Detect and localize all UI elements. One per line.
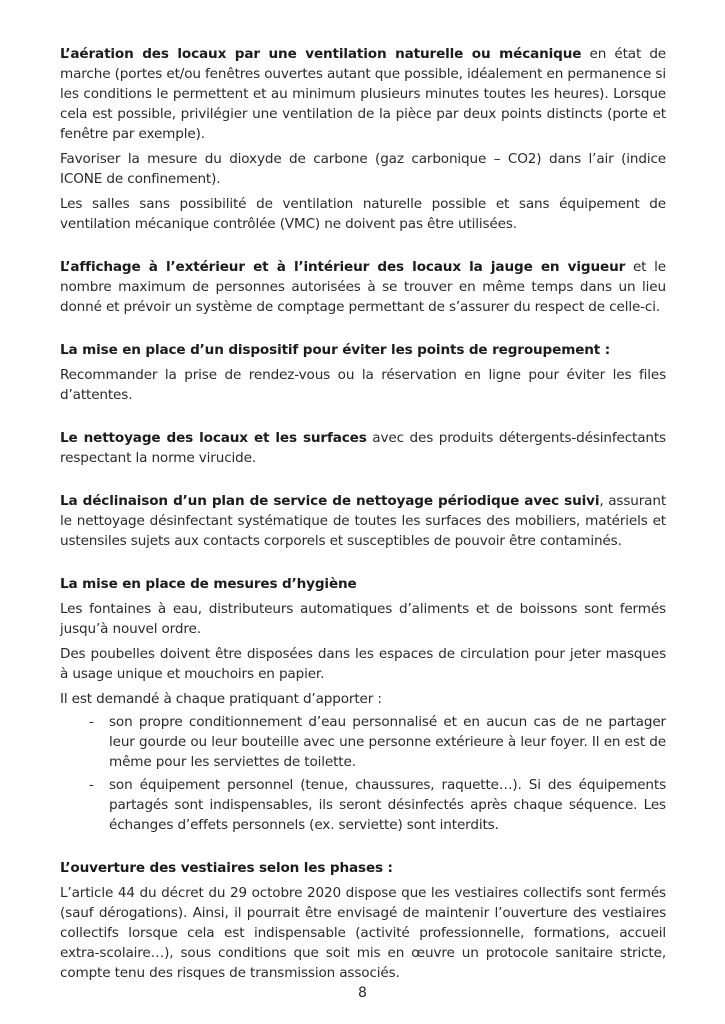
bullet-list [60, 712, 666, 835]
bold-lead: La déclinaison d’un plan de service de nettoyage périodique avec suivi [60, 493, 600, 509]
paragraph [60, 491, 666, 551]
paragraph: L’article 44 du décret du 29 octobre 2020 dispose que les vestiaires collectifs sont fermés (sauf dérogations). Ainsi, il pourrait être envisagé de maintenir l’ouverture des vestiaires collectifs lorsque cela est indispensable (activité professionnelle, formations, accueil extra-scolaire…), sous conditions que soit mis en œuvre un protocole sanitaire stricte, compte tenu des risques de transmission associés. [60, 885, 666, 981]
paragraph: Il est demandé à chaque pratiquant d’apporter : [60, 691, 382, 707]
bold-lead: Le nettoyage des locaux et les surfaces [60, 430, 367, 446]
paragraph-text: avec des produits détergents-désinfectants respectant la norme virucide. [60, 430, 666, 466]
page-content [60, 44, 666, 983]
section-affichage [60, 257, 666, 317]
paragraph: Des poubelles doivent être disposées dans les espaces de circulation pour jeter masques à usage unique et mouchoirs en papier. [60, 646, 666, 682]
bullet-dash: - [89, 714, 94, 730]
paragraph: Les salles sans possibilité de ventilation naturelle possible et sans équipement de ventilation mécanique contrôlée (VMC) ne doivent pas être utilisées. [60, 196, 666, 232]
paragraph [60, 257, 666, 317]
section-heading: La mise en place de mesures d’hygiène [60, 576, 357, 592]
bold-lead: L’affichage à l’extérieur et à l’intérieur des locaux la jauge en vigueur [60, 259, 626, 275]
bullet-dash: - [89, 777, 94, 793]
paragraph: Les fontaines à eau, distributeurs automatiques d’aliments et de boissons sont fermés jusqu’à nouvel ordre. [60, 601, 666, 637]
section-heading: La mise en place d’un dispositif pour éviter les points de regroupement : [60, 342, 611, 358]
list-item [60, 775, 666, 835]
list-item-text: son propre conditionnement d’eau personnalisé et en aucun cas de ne partager leur gourde ou leur bouteille avec une personne extérieure à leur foyer. Il en est de même pour les serviettes de toilette. [109, 714, 666, 770]
list-item [60, 712, 666, 772]
bold-lead: L’aération des locaux par une ventilation naturelle ou mécanique [60, 46, 582, 62]
section-vestiaires [60, 858, 666, 983]
paragraph: Favoriser la mesure du dioxyde de carbone (gaz carbonique – CO2) dans l’air (indice ICONE de confinement). [60, 151, 666, 187]
paragraph: Recommander la prise de rendez-vous ou la réservation en ligne pour éviter les files d’attentes. [60, 367, 666, 403]
section-nettoyage [60, 428, 666, 468]
paragraph-text: en état de marche (portes et/ou fenêtres ouvertes autant que possible, idéalement en permanence si les conditions le permettent et au minimum plusieurs minutes toutes les heures). Lorsque cela est possible, privilégier une ventilation de la pièce par deux points distincts (porte et fenêtre par exemple). [60, 46, 667, 142]
paragraph [60, 44, 666, 144]
section-plan-nettoyage [60, 491, 666, 551]
section-heading: L’ouverture des vestiaires selon les phases : [60, 860, 393, 876]
paragraph [60, 428, 666, 468]
list-item-text: son équipement personnel (tenue, chaussures, raquette…). Si des équipements partagés sont indispensables, ils seront désinfectés après chaque séquence. Les échanges d’effets personnels (ex. serviette) sont interdits. [109, 777, 666, 833]
section-regroupement [60, 340, 666, 405]
page-number: 8 [358, 985, 367, 1001]
paragraph-text: , assurant le nettoyage désinfectant systématique de toutes les surfaces des mobiliers, matériels et ustensiles sujets aux contacts corporels et susceptibles de pouvoir être contaminés. [60, 493, 666, 549]
paragraph-text: et le nombre maximum de personnes autorisées à se trouver en même temps dans un lieu donné et prévoir un système de comptage permettant de s’assurer du respect de celle-ci. [60, 259, 667, 315]
section-aeration [60, 44, 666, 234]
section-hygiene [60, 574, 666, 835]
